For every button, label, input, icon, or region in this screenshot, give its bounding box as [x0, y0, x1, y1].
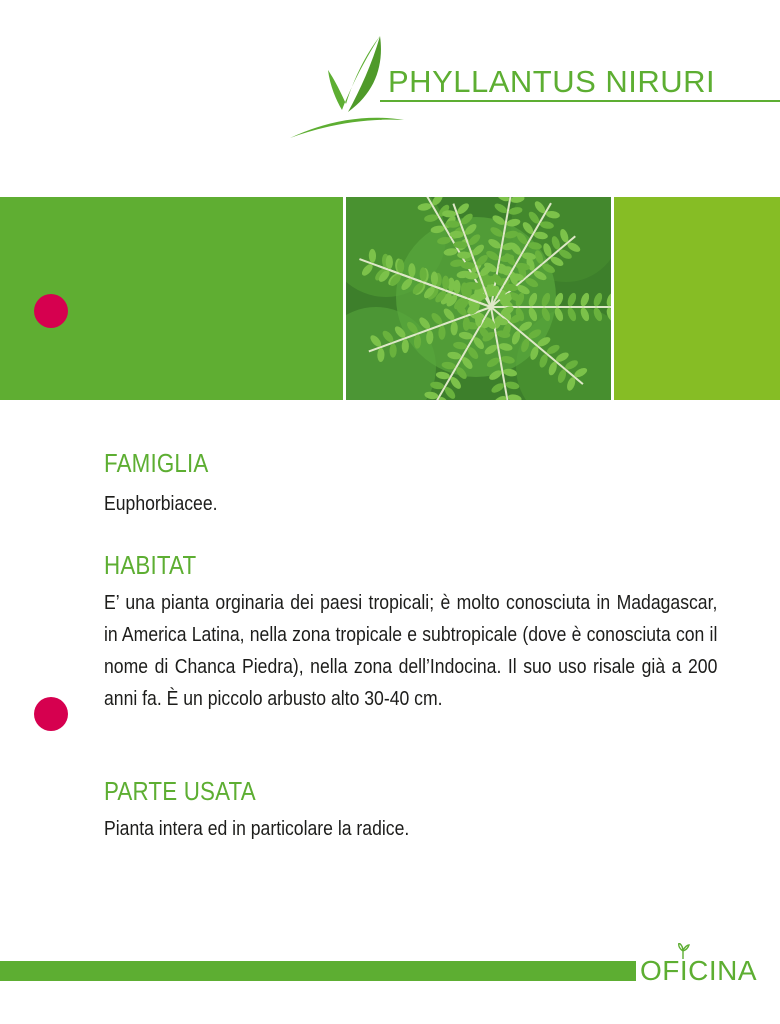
page-title: PHYLLANTUS NIRURI: [388, 64, 716, 99]
brand-logo: OFICINA: [640, 955, 758, 986]
section-heading-parte-usata: PARTE USATA: [104, 776, 256, 806]
decorative-dot: [34, 294, 68, 328]
title-underline: [380, 100, 780, 102]
section-heading-famiglia: FAMIGLIA: [104, 448, 209, 478]
green-band-right: [614, 197, 780, 400]
section-text-habitat: E’ una pianta orginaria dei paesi tropicali; è molto conosciuta in Madagascar, in America Latina, nella zona tropicale e subtropicale (dove è conosciuta con il nome di Chanca Piedra), nella zona dell’Indocina. Il suo uso risale già a 200 anni fa. È un piccolo arbusto alto 30-40 cm.: [104, 592, 718, 710]
decorative-dot: [34, 697, 68, 731]
section-text-famiglia: Euphorbiacee.: [104, 493, 218, 515]
plant-photo: [346, 197, 611, 400]
section-heading-habitat: HABITAT: [104, 550, 197, 580]
section-text-parte-usata: Pianta intera ed in particolare la radice.: [104, 818, 410, 840]
footer-bar: [0, 961, 636, 981]
